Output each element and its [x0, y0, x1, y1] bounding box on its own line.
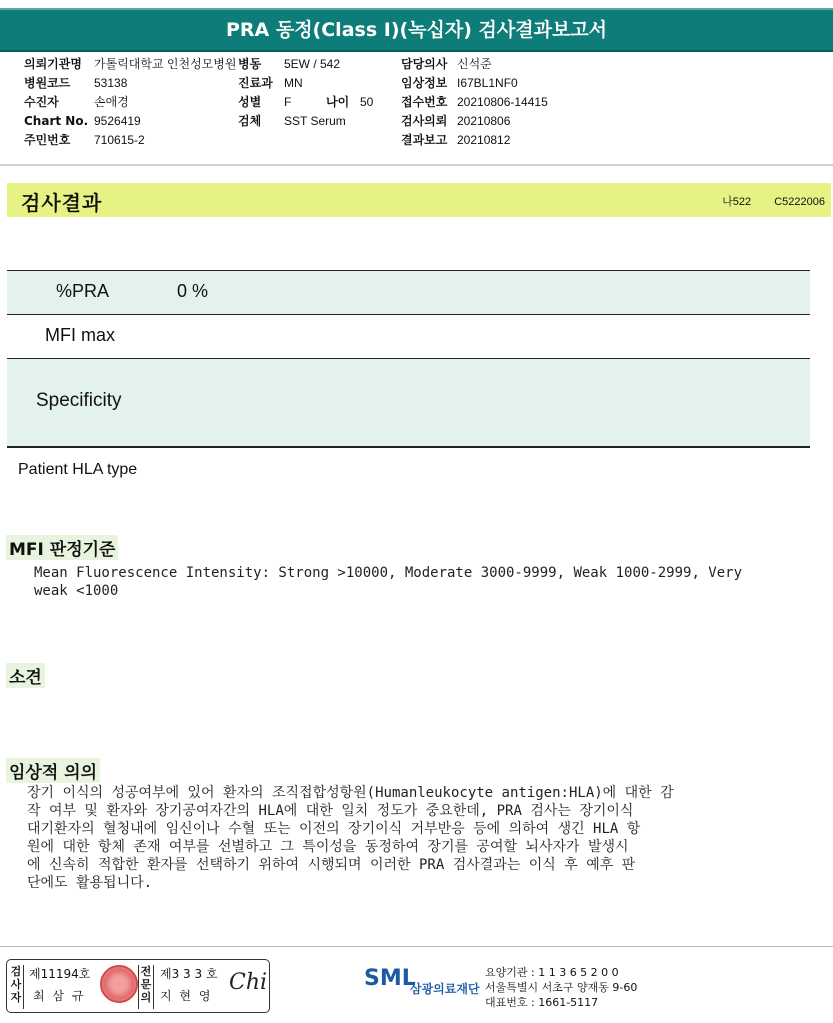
row-pra	[7, 270, 810, 314]
label-doctor: 담당의사	[401, 57, 448, 71]
clinical-line: 장기 이식의 성공여부에 있어 환자의 조직접합성항원(Humanleukocyte antigen:HLA)에 대한 감	[27, 785, 674, 801]
value-age: 50	[360, 95, 374, 109]
mfi-criteria-line-1: Mean Fluorescence Intensity: Strong >10000, Moderate 3000-9999, Weak 1000-2999, Very	[34, 565, 743, 581]
phone: 대표번호 : 1661-5117	[485, 996, 599, 1009]
table-line	[7, 314, 810, 315]
examiner-vertical-label: 검사자	[9, 965, 24, 1009]
mfi-criteria-heading: MFI 판정기준	[6, 535, 118, 560]
label-receipt-no: 접수번호	[401, 95, 448, 109]
label-department: 진료과	[238, 76, 273, 90]
pra-value: 0 %	[177, 281, 209, 301]
value-clinical-info: I67BL1NF0	[457, 76, 518, 90]
signature-box	[6, 959, 270, 1013]
result-heading: 검사결과	[21, 191, 103, 215]
result-codes	[702, 193, 825, 209]
signature: Chi	[229, 970, 268, 995]
specificity-label: Specificity	[36, 390, 122, 411]
patient-hla-label: Patient HLA type	[18, 461, 138, 478]
value-sex: F	[284, 95, 292, 109]
clinical-line: 대기환자의 혈청내에 임신이나 수혈 또는 이전의 장기이식 거부반응 등에 의하여 생긴 HLA 항	[27, 821, 641, 837]
clinical-text	[27, 784, 674, 892]
label-chart-no: Chart No.	[24, 114, 89, 128]
value-test-request: 20210806	[457, 114, 511, 128]
label-ward: 병동	[238, 57, 262, 71]
address: 서울특별시 서초구 양재동 9-60	[485, 981, 638, 994]
value-department: MN	[284, 76, 303, 90]
header-col2	[238, 55, 373, 131]
seal-stamp	[100, 965, 138, 1003]
value-patient: 손애경	[94, 95, 129, 109]
result-code-2: C5222006	[774, 196, 825, 208]
result-code-1: 나522	[722, 196, 752, 208]
value-ward: 5EW / 542	[284, 57, 341, 71]
value-hospital-code: 53138	[94, 76, 128, 90]
institution-code: 요양기관 : 1 1 3 6 5 2 0 0	[485, 966, 619, 979]
clinical-line: 원에 대한 항체 존재 여부를 선별하고 그 특이성을 동정하여 장기를 공여할 뇌사자가 발생시	[27, 839, 629, 855]
value-result-report: 20210812	[457, 133, 511, 147]
label-resident-no: 주민번호	[24, 133, 71, 147]
header-col1	[24, 55, 236, 150]
label-requesting-org: 의뢰기관명	[24, 57, 82, 71]
label-hospital-code: 병원코드	[24, 76, 71, 90]
pra-label: %PRA	[56, 281, 110, 301]
header-divider	[0, 164, 833, 166]
label-patient: 수진자	[24, 95, 59, 109]
value-requesting-org: 가톨릭대학교 인천성모병원	[94, 57, 237, 71]
mfi-criteria-line-2: weak <1000	[34, 583, 119, 599]
clinical-line: 단에도 활용됩니다.	[27, 875, 153, 891]
clinical-line: 작 여부 및 환자와 장기공여자간의 HLA에 대한 일치 정도가 중요한데, PRA 검사는 장기이식	[27, 803, 634, 819]
mfi-max-label: MFI max	[45, 325, 115, 345]
header-col3	[401, 55, 548, 150]
clinical-heading: 임상적 의의	[6, 758, 100, 783]
table-line	[7, 358, 810, 359]
org-name: 삼광의료재단	[410, 982, 480, 996]
value-specimen: SST Serum	[284, 114, 346, 128]
label-specimen: 검체	[238, 114, 262, 128]
table-line	[7, 446, 810, 448]
value-doctor: 신석준	[457, 57, 492, 71]
value-resident-no: 710615-2	[94, 133, 145, 147]
specialist-vertical-label: 전문의	[138, 965, 154, 1009]
findings-heading: 소견	[6, 663, 45, 688]
examiner-name: 최 삼 규	[33, 989, 86, 1003]
result-heading-bar	[7, 183, 831, 217]
label-result-report: 결과보고	[401, 133, 448, 147]
specialist-no: 제3 3 3 호	[160, 967, 218, 981]
label-age: 나이	[326, 95, 350, 109]
label-test-request: 검사의뢰	[401, 114, 448, 128]
footer-contact	[485, 965, 637, 1010]
value-chart-no: 9526419	[94, 114, 141, 128]
report-title: PRA 동정(Class I)(녹십자) 검사결과보고서	[0, 8, 833, 52]
examiner-no: 제11194호	[29, 967, 91, 981]
footer-divider	[0, 946, 833, 947]
label-clinical-info: 임상정보	[401, 76, 448, 90]
sml-logo: SML	[364, 966, 416, 991]
row-specificity	[7, 358, 810, 446]
value-receipt-no: 20210806-14415	[457, 95, 548, 109]
clinical-line: 에 신속히 적합한 환자를 선택하기 위하여 시행되며 이러한 PRA 검사결과는 이식 후 예후 판	[27, 857, 636, 873]
label-sex: 성별	[238, 95, 262, 109]
table-line	[7, 270, 810, 271]
specialist-name: 지 현 영	[160, 989, 213, 1003]
